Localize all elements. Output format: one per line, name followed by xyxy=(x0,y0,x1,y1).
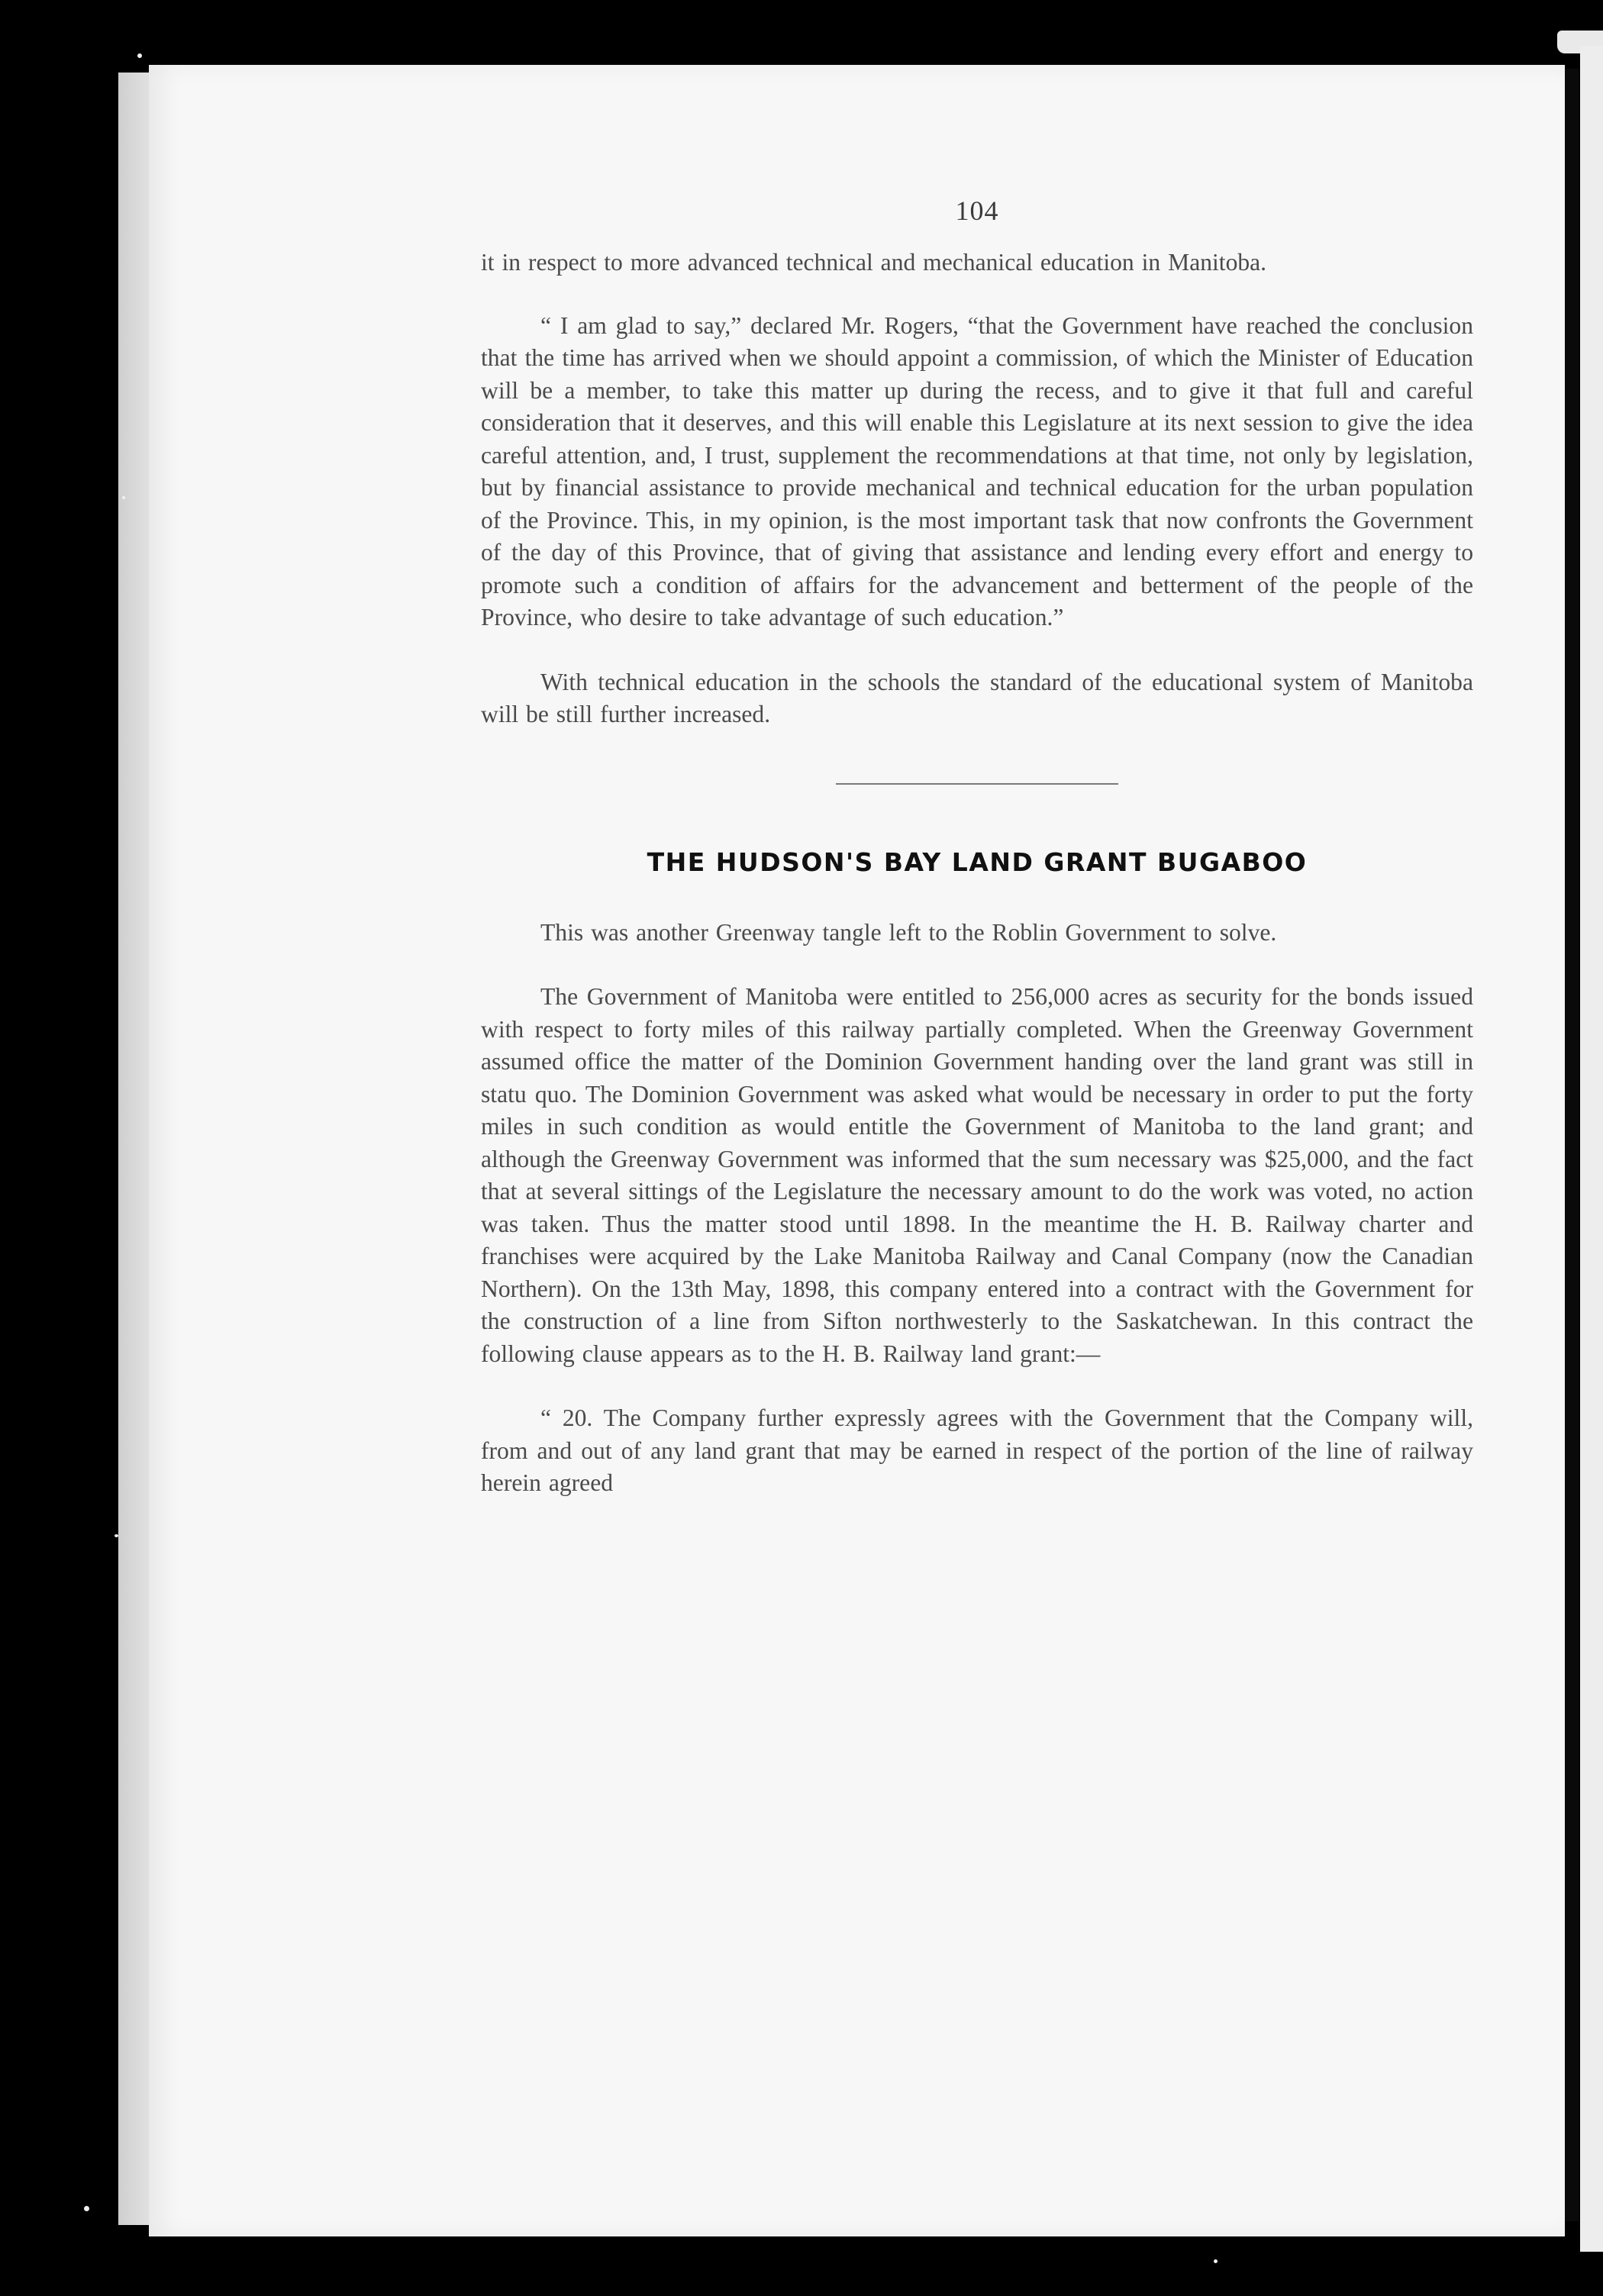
dust-speck xyxy=(1214,2259,1218,2263)
facing-page-edge xyxy=(1580,46,1603,2252)
paragraph-technical-education: With technical education in the schools the standard of the educational system of Manitoba will be still further increased. xyxy=(481,668,1473,727)
paragraph-land-grant-history: The Government of Manitoba were entitled to 256,000 acres as security for the bonds issued with respect to forty miles of this railway partially completed. When the Greenway Government assumed office the matter of the Dominion Government handing over the land grant was still in statu quo. The Dominion Government was asked what would be necessary in order to put the forty miles in such condition as would entitle the Government of Manitoba to the land grant; and although the Greenway Government was informed that the sum necessary was $25,000, and the fact that at several sittings of the Legislature the necessary amount to do the work was voted, no action was taken. Thus the matter stood until 1898. In the meantime the H. B. Railway charter and franchises were acquired by the Lake Manitoba Railway and Canal Company (now the Canadian Northern). On the 13th May, 1898, this company entered into a contract with the Government for the construction of a line from Sifton northwesterly to the Saskatchewan. In this contract the following clause appears as to the H. B. Railway land grant:— xyxy=(481,983,1473,1367)
paragraph-greenway-tangle: This was another Greenway tangle left to the Roblin Government to solve. xyxy=(540,918,1277,946)
page-text xyxy=(481,195,1473,1500)
dust-speck xyxy=(84,2206,89,2211)
page-number: 104 xyxy=(955,195,999,226)
dust-speck xyxy=(122,496,125,499)
dust-speck xyxy=(114,1534,118,1537)
paragraph-continuation: it in respect to more advanced technical and mechanical education in Manitoba. xyxy=(481,249,1267,276)
section-divider xyxy=(836,783,1118,785)
dust-speck xyxy=(137,53,142,58)
page-gutter-shadow xyxy=(1565,69,1579,2221)
section-heading: THE HUDSON'S BAY LAND GRANT BUGABOO xyxy=(647,846,1308,877)
paragraph-contract-clause: “ 20. The Company further expressly agrees with the Government that the Company will, from and out of any land grant that may be earned in respect of the portion of the line of railway herein agreed xyxy=(481,1404,1473,1496)
paragraph-quote-rogers: “ I am glad to say,” declared Mr. Rogers, “that the Government have reached the conclusion that the time has arrived when we should appoint a commission, of which the Minister of Education will be a member, to take this matter up during the recess, and to give it that full and careful consideration that it deserves, and this will enable this Legislature at its next session to give the idea careful attention, and, I trust, supplement the recommendations at that time, not only by legislation, but by financial assistance to provide mechanical and technical education for the urban population of the Province. This, in my opinion, is the most important task that now confronts the Government of the day of this Province, that of giving that assistance and lending every effort and energy to promote such a condition of affairs for the advancement and betterment of the people of the Province, who desire to take advantage of such education.” xyxy=(481,311,1473,630)
